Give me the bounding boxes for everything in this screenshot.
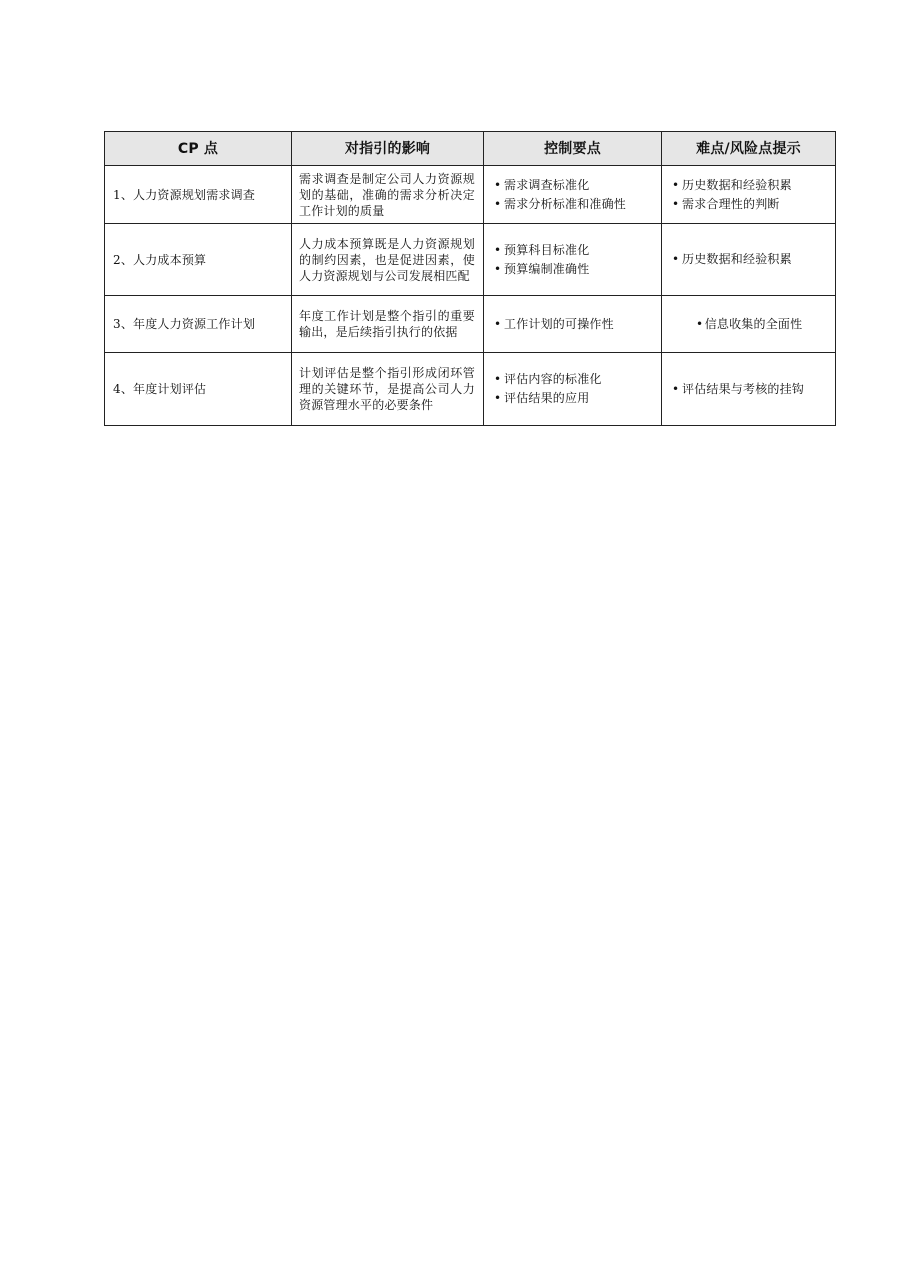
list-item [668,316,829,333]
list-item [494,371,655,388]
table-row [105,353,836,426]
cp-point-cell: 2、人力成本预算 [105,224,292,296]
list-item [494,316,655,333]
header-cp-point: CP 点 [105,132,292,166]
cp-control-table [104,131,836,426]
bullet-icon: • [494,372,502,386]
cp-point-cell: 1、人力资源规划需求调查 [105,166,292,224]
list-item [494,177,655,194]
cp-point-cell: 3、年度人力资源工作计划 [105,296,292,353]
cp-point-cell: 4、年度计划评估 [105,353,292,426]
risk-point-text: 评估结果与考核的挂钩 [682,381,805,396]
header-impact: 对指引的影响 [292,132,484,166]
control-point-text: 需求调查标准化 [504,177,590,192]
bullet-icon: • [494,242,502,257]
impact-cell: 人力成本预算既是人力资源规划的制约因素，也是促进因素，使人力资源规划与公司发展相匹配 [292,224,484,296]
list-item [672,381,829,398]
risk-points-cell [662,296,836,353]
bullet-icon: • [494,391,502,405]
control-point-text: 需求分析标准和准确性 [504,196,627,211]
header-control-points: 控制要点 [484,132,662,166]
table-row [105,224,836,296]
bullet-icon: • [494,196,502,211]
table-row [105,296,836,353]
table-row [105,166,836,224]
list-item [494,390,655,407]
risk-points-cell [662,224,836,296]
control-points-cell [484,166,662,224]
list-item [494,261,655,278]
risk-point-text: 信息收集的全面性 [704,316,803,331]
bullet-icon: • [672,196,680,211]
list-item [494,196,655,213]
list-item [494,242,655,259]
impact-cell: 年度工作计划是整个指引的重要输出，是后续指引执行的依据 [292,296,484,353]
risk-point-text: 历史数据和经验积累 [682,252,792,266]
bullet-icon: • [696,316,704,331]
bullet-icon: • [672,381,680,396]
risk-point-text: 历史数据和经验积累 [682,177,792,192]
impact-cell: 计划评估是整个指引形成闭环管理的关键环节，是提高公司人力资源管理水平的必要条件 [292,353,484,426]
list-item [672,177,829,194]
control-point-text: 评估结果的应用 [504,391,590,405]
control-points-cell [484,353,662,426]
control-points-cell [484,296,662,353]
bullet-icon: • [672,252,680,266]
risk-point-text: 需求合理性的判断 [682,196,780,211]
table-header-row [105,132,836,166]
control-point-text: 工作计划的可操作性 [504,316,614,331]
control-point-text: 预算编制准确性 [504,261,590,276]
bullet-icon: • [672,177,680,192]
list-item [672,196,829,213]
impact-cell: 需求调查是制定公司人力资源规划的基础，准确的需求分析决定工作计划的质量 [292,166,484,224]
bullet-icon: • [494,177,502,192]
control-point-text: 预算科目标准化 [504,242,590,257]
risk-points-cell [662,353,836,426]
risk-points-cell [662,166,836,224]
bullet-icon: • [494,261,502,276]
control-points-cell [484,224,662,296]
bullet-icon: • [494,316,502,331]
header-risk-points: 难点/风险点提示 [662,132,836,166]
control-point-text: 评估内容的标准化 [504,372,602,386]
list-item [672,251,829,268]
